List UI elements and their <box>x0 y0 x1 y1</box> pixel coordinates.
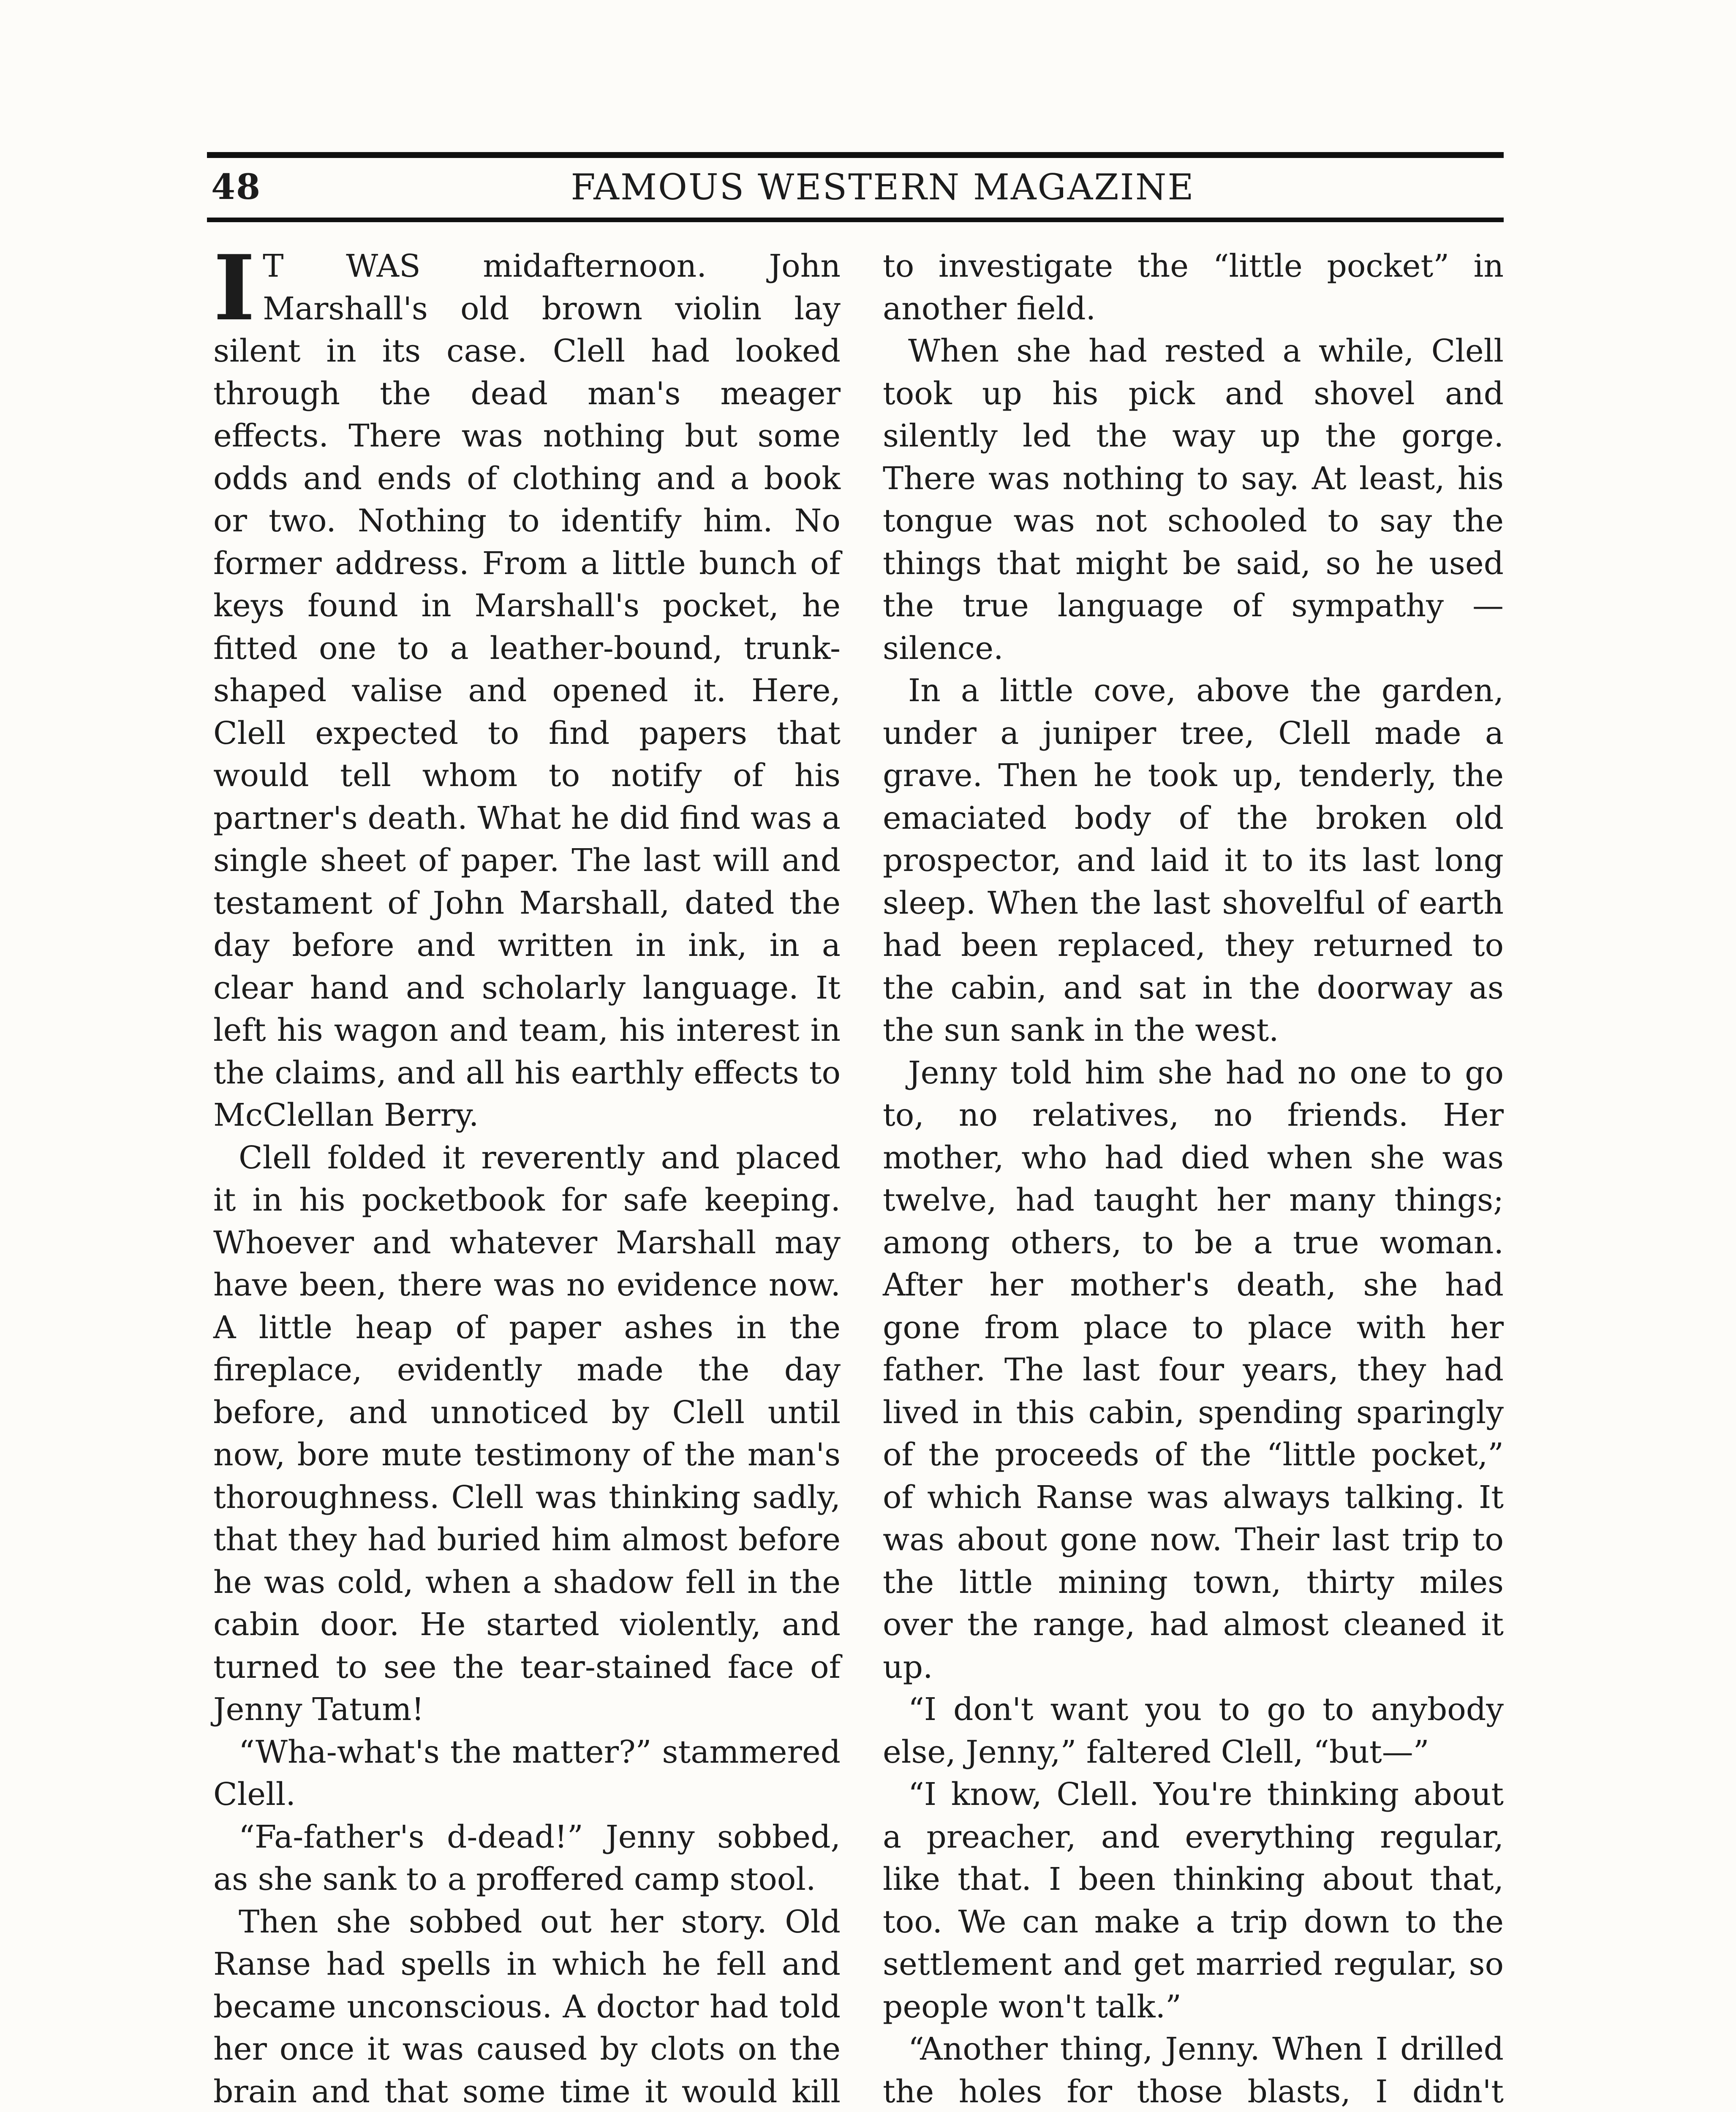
drop-cap: I <box>213 235 256 340</box>
running-head: FAMOUS WESTERN MAGAZINE <box>571 166 1195 208</box>
page-number: 48 <box>211 167 261 207</box>
paragraph: Jenny told him she had no one to go to, no relatives, no friends. Her mother, who had died when she was twelve, had taught her many things; among others, to be a true woman. After her mother's death, she had gone from place to place with her father. The last four years, they had lived in this cabin, spending sparingly of the proceeds of the “little pocket,” of which Ranse was always talking. It was about gone now. Their last trip to the little mining town, thirty miles over the range, had almost cleaned it up. <box>883 1054 1504 1685</box>
left-column <box>213 235 841 2112</box>
header-rule-bottom <box>207 218 1504 222</box>
paragraph: “I don't want you to go to anybody else, Jenny,” faltered Clell, “but—” <box>883 1691 1504 1770</box>
paragraph: In a little cove, above the garden, under a juniper tree, Clell made a grave. Then he took up, tenderly, the emaciated body of the broken old prospector, and laid it to its last long sleep. When the last shovelful of earth had been replaced, they returned to the cabin, and sat in the doorway as the sun sank in the west. <box>883 672 1504 1048</box>
paragraph: “Fa-father's d-dead!” Jenny sobbed, as she sank to a proffered camp stool. <box>213 1818 841 1897</box>
opening-paragraph-text: T WAS midafternoon. John Marshall's old brown violin lay silent in its case. Clell had looked through the dead man's meager effects. There was nothing but some odds and ends of clothing and a book or two. Nothing to identify him. No former address. From a little bunch of keys found in Marshall's pocket, he fitted one to a leather-bound, trunk-shaped valise and opened it. Here, Clell expected to find papers that would tell whom to notify of his partner's death. What he did find was a single sheet of paper. The last will and testament of John Marshall, dated the day before and written in ink, in a clear hand and scholarly language. It left his wagon and team, his interest in the claims, and all his earthly effects to McClellan Berry. <box>213 248 841 1133</box>
opening-paragraph <box>213 235 841 1137</box>
paragraph: “Another thing, Jenny. When I drilled the holes for those blasts, I didn't <box>883 2031 1504 2110</box>
paragraph: Then she sobbed out her story. Old Ranse had spells in which he fell and became unconscious. A doctor had told her once it was caused by clots on the brain and that some time it would kill <box>213 1903 841 2110</box>
paragraph: Clell folded it reverently and placed it in his pocketbook for safe keeping. Whoever and whatever Marshall may have been, there was no evidence now. A little heap of paper ashes in the fireplace, evidently made the day before, and unnoticed by Clell until now, bore mute testimony of the man's thoroughness. Clell was thinking sadly, that they had buried him almost before he was cold, when a shadow fell in the cabin door. He started violently, and turned to see the tear-stained face of Jenny Tatum! <box>213 1139 841 1728</box>
paragraph: “I know, Clell. You're thinking about a preacher, and everything regular, like that. I been thinking about that, too. We can make a trip down to the settlement and get married regular, so people won't talk.” <box>883 1776 1504 2025</box>
right-column <box>883 245 1504 2112</box>
paragraph: “Wha-what's the matter?” stammered Clell. <box>213 1734 841 1813</box>
continuation-paragraph: to investigate the “little pocket” in another field. <box>883 248 1504 327</box>
header-rule-top <box>207 152 1504 158</box>
paragraph: When she had rested a while, Clell took up his pick and shovel and silently led the way up the gorge. There was nothing to say. At least, his tongue was not schooled to say the things that might be said, so he used the true language of sympathy —silence. <box>883 333 1504 667</box>
